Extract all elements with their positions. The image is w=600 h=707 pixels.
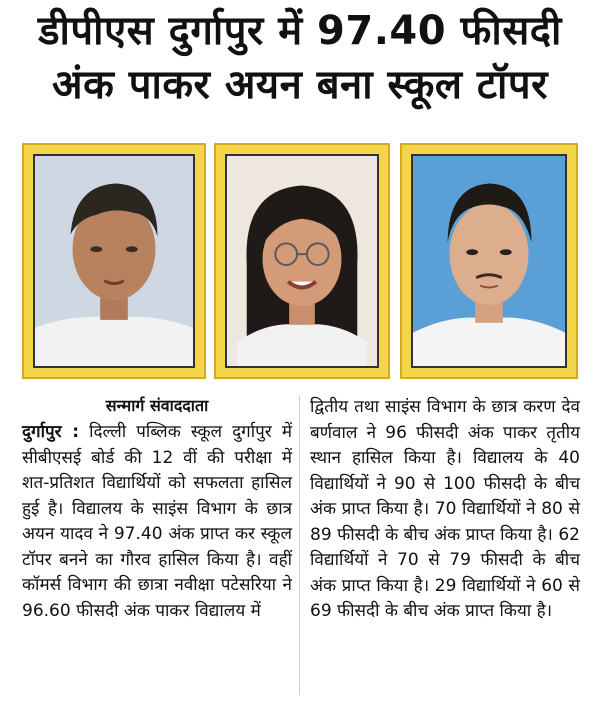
- article-column-left: [22, 395, 292, 624]
- article-text-right: द्वितीय तथा साइंस विभाग के छात्र करण देव बर्णवाल ने 96 फीसदी अंक पाकर तृतीय स्थान हासिल किया है। विद्यालय के 40 विद्यार्थियों ने 90 से 100 फीसदी के बीच अंक प्राप्त किया है। 70 विद्यार्थियों ने 80 से 89 फीसदी के बीच अंक प्राप्त किया है। 62 विद्यार्थियों ने 70 से 79 फीसदी के बीच अंक प्राप्त किया है। 29 विद्यार्थियों ने 60 से 69 फीसदी के बीच अंक प्राप्त किया है।: [310, 397, 580, 621]
- headline-line-2: अंक पाकर अयन बना स्कूल टॉपर: [52, 62, 548, 108]
- headline: [0, 4, 600, 112]
- photo-frame-naviksha: [214, 143, 390, 379]
- photo-strip: [22, 143, 578, 386]
- photo-frame-ayan: [22, 143, 206, 379]
- student-photo-boy-mustache: [413, 156, 565, 366]
- column-divider: [299, 395, 300, 695]
- article-paragraph-left: [22, 420, 292, 624]
- headline-line-1: डीपीएस दुर्गापुर में 97.40 फीसदी: [38, 8, 562, 54]
- student-photo-girl: [227, 156, 377, 366]
- article-column-right: [310, 395, 580, 625]
- article-text-left: दिल्ली पब्लिक स्कूल दुर्गापुर में सीबीएसई बोर्ड की 12 वीं की परीक्षा में शत-प्रतिशत विद्यार्थियों को सफलता हासिल हुई है। विद्यालय के साइंस विभाग के छात्र अयन यादव ने 97.40 अंक प्राप्त कर स्कूल टॉपर बनने का गौरव हासिल किया है। वहीं कॉमर्स विभाग की छात्रा नवीक्षा पटेसरिया ने 96.60 फीसदी अंक पाकर विद्यालय में: [22, 422, 292, 621]
- photo-frame-karan: [400, 143, 578, 379]
- byline: सन्मार्ग संवाददाता: [105, 396, 209, 415]
- student-photo-boy: [35, 156, 193, 366]
- dateline: दुर्गापुर :: [22, 422, 80, 442]
